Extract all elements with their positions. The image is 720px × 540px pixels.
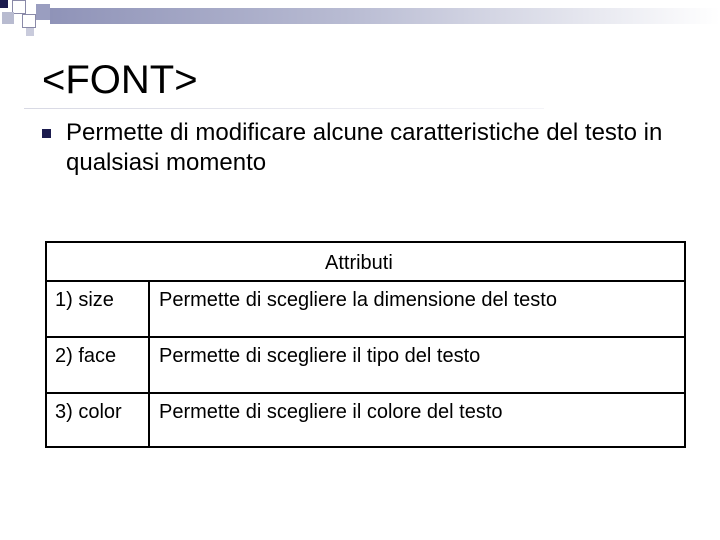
table-cell-attribute: 3) color <box>55 401 122 423</box>
attributes-table <box>45 241 686 448</box>
table-cell-attribute: 1) size <box>55 289 114 311</box>
table-cell-description: Permette di scegliere il colore del testo <box>159 401 503 423</box>
table-divider <box>47 336 684 338</box>
square-bullet-icon <box>42 129 51 138</box>
deco-square-dark <box>0 0 8 8</box>
table-cell-description: Permette di scegliere la dimensione del testo <box>159 289 557 311</box>
table-column-divider <box>148 280 150 446</box>
bullet-text: Permette di modificare alcune caratteristiche del testo in qualsiasi momento <box>66 119 663 176</box>
table-cell-description: Permette di scegliere il tipo del testo <box>159 345 481 367</box>
deco-square-light <box>2 12 14 24</box>
slide-title: <FONT> <box>42 58 198 102</box>
table-divider <box>47 280 684 282</box>
deco-square-outline <box>12 0 26 14</box>
table-divider <box>47 392 684 394</box>
header-gradient-band <box>50 8 720 24</box>
deco-square-outline <box>22 14 36 28</box>
deco-square-mid <box>36 4 50 20</box>
table-cell-attribute: 2) face <box>55 345 117 367</box>
deco-square-small <box>26 28 34 36</box>
title-divider <box>24 108 544 109</box>
table-header: Attributi <box>325 252 393 274</box>
